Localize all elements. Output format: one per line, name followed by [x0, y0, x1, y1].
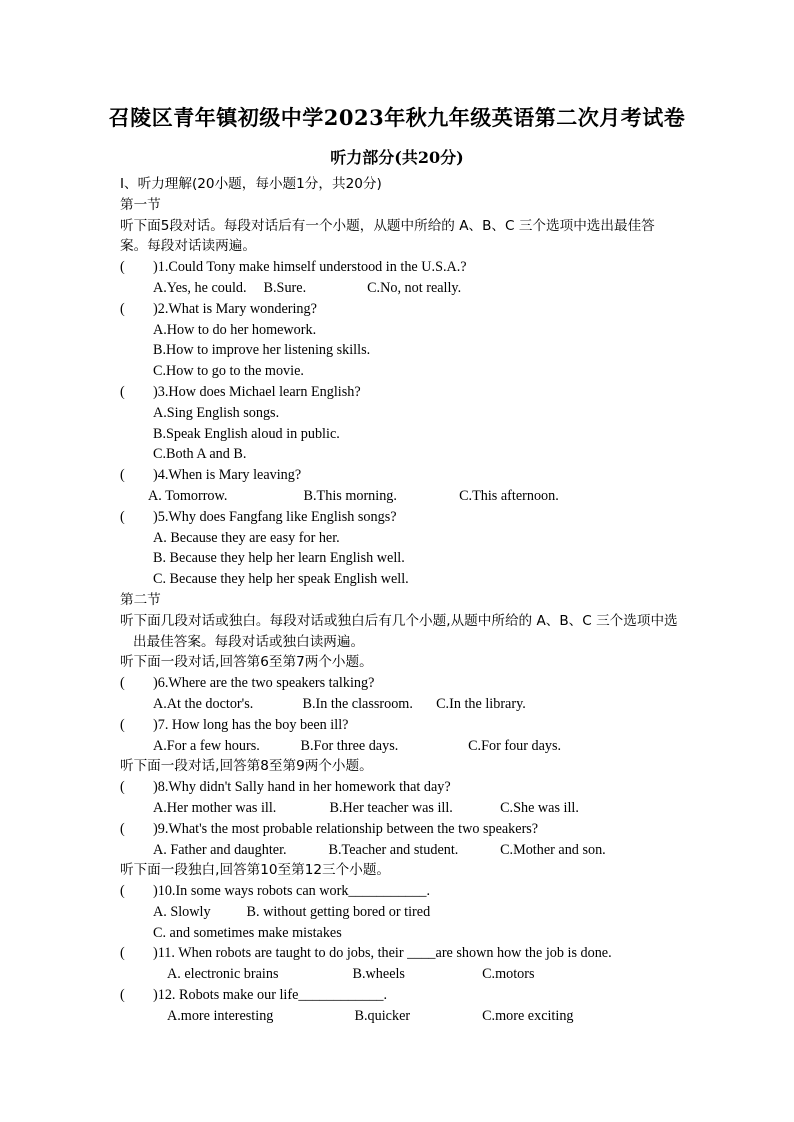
option-c: C. Because they help her speak English well.	[153, 571, 409, 588]
options-row	[120, 902, 680, 923]
question-2	[120, 299, 680, 320]
option-b: B.wheels	[352, 966, 405, 983]
option-c: C.motors	[482, 966, 535, 983]
option-b: B.This morning.	[303, 487, 397, 504]
question-stem: )8.Why didn't Sally hand in her homework that day?	[153, 779, 451, 796]
option-a: A.How to do her homework.	[153, 321, 317, 338]
option-a: A.At the doctor's.	[153, 695, 254, 712]
option-c: C.No, not really.	[367, 279, 462, 296]
question-stem: )9.What's the most probable relationship between the two speakers?	[153, 820, 539, 837]
option-b: B.Teacher and student.	[328, 841, 459, 858]
option-c: C.more exciting	[482, 1007, 574, 1024]
option-b: B. Because they help her learn English well.	[153, 550, 405, 567]
option-a: A. Father and daughter.	[153, 841, 287, 858]
option-b: B.For three days.	[300, 737, 399, 754]
question-10	[120, 881, 680, 902]
option-a: A.more interesting	[167, 1007, 274, 1024]
option-c: C.Mother and son.	[500, 841, 606, 858]
question-9	[120, 819, 680, 840]
listening-section-title: 听力部分(共20分)	[330, 148, 464, 167]
option-a: A.Yes, he could.	[153, 279, 247, 296]
option-c: C.This afternoon.	[459, 487, 559, 504]
option-a: A.Sing English songs.	[153, 404, 280, 421]
question-3	[120, 382, 680, 403]
question-5	[120, 507, 680, 528]
part-label-1: 第一节	[120, 196, 161, 213]
option-b: B.Speak English aloud in public.	[153, 425, 340, 442]
question-stem: )5.Why does Fangfang like English songs?	[153, 508, 397, 525]
dialog-instruction-8-9: 听下面一段对话,回答第8至第9两个小题。	[120, 758, 373, 775]
answer-bracket: (	[120, 467, 125, 484]
option-a: A. electronic brains	[167, 966, 279, 983]
question-stem: )10.In some ways robots can work___________.	[153, 883, 431, 900]
answer-bracket: (	[120, 259, 125, 276]
instruction-1: 听下面5段对话。每段对话后有一个小题，从题中所给的 A、B、C 三个选项中选出最佳答案。每段对话读两遍。	[120, 217, 655, 255]
question-stem: )3.How does Michael learn English?	[153, 383, 361, 400]
question-stem: )2.What is Mary wondering?	[153, 300, 317, 317]
options-row	[120, 486, 680, 507]
answer-bracket: (	[120, 383, 125, 400]
option-a: A.For a few hours.	[153, 737, 260, 754]
options-row	[120, 694, 680, 715]
option-c: C.How to go to the movie.	[153, 363, 304, 380]
option-a: A.Her mother was ill.	[153, 799, 277, 816]
answer-bracket: (	[120, 675, 125, 692]
exam-content	[120, 174, 680, 1027]
option-b: B.quicker	[354, 1007, 411, 1024]
answer-bracket: (	[120, 779, 125, 796]
option-a: A. Slowly	[153, 903, 211, 920]
instruction-2: 听下面几段对话或独白。每段对话或独白后有几个小题,从题中所给的 A、B、C 三个选项中选出最佳答案。每段对话或独白读两遍。	[120, 612, 678, 650]
question-stem: )1.Could Tony make himself understood in the U.S.A.?	[153, 259, 467, 276]
options-row	[120, 840, 680, 861]
question-stem: )4.When is Mary leaving?	[153, 467, 302, 484]
options-row	[120, 736, 680, 757]
answer-bracket: (	[120, 945, 125, 962]
option-a: A. Because they are easy for her.	[153, 529, 340, 546]
monolog-instruction-10-12: 听下面一段独白,回答第10至第12三个小题。	[120, 862, 391, 879]
exam-title: 召陵区青年镇初级中学2023年秋九年级英语第二次月考试卷	[108, 105, 686, 130]
option-b: B.How to improve her listening skills.	[153, 342, 371, 359]
question-4	[120, 465, 680, 486]
option-c: C. and sometimes make mistakes	[153, 924, 342, 941]
dialog-instruction-6-7: 听下面一段对话,回答第6至第7两个小题。	[120, 654, 373, 671]
option-c: C.She was ill.	[500, 799, 579, 816]
option-c: C.Both A and B.	[153, 446, 247, 463]
option-c: C.In the library.	[436, 695, 526, 712]
options-row	[120, 964, 680, 985]
question-stem: )7. How long has the boy been ill?	[153, 716, 349, 733]
question-8	[120, 777, 680, 798]
question-12	[120, 985, 680, 1006]
option-b: B.Sure.	[263, 279, 307, 296]
answer-bracket: (	[120, 883, 125, 900]
question-7	[120, 715, 680, 736]
options-row	[120, 1006, 680, 1027]
option-a: A. Tomorrow.	[148, 487, 228, 504]
answer-bracket: (	[120, 987, 125, 1004]
question-stem: )6.Where are the two speakers talking?	[153, 675, 375, 692]
section-heading: I、听力理解(20小题，每小题1分，共20分)	[120, 176, 382, 192]
options-row	[120, 798, 680, 819]
option-c: C.For four days.	[468, 737, 562, 754]
option-b: B.In the classroom.	[302, 695, 413, 712]
question-stem: )11. When robots are taught to do jobs, their ____are shown how the job is done.	[153, 945, 612, 962]
options-row	[120, 278, 680, 299]
option-b: B.Her teacher was ill.	[329, 799, 453, 816]
part-label-2: 第二节	[120, 591, 161, 608]
answer-bracket: (	[120, 508, 125, 525]
answer-bracket: (	[120, 300, 125, 317]
option-b: B. without getting bored or tired	[246, 903, 431, 920]
question-stem: )12. Robots make our life____________.	[153, 987, 388, 1004]
question-11	[120, 943, 680, 964]
question-6	[120, 673, 680, 694]
answer-bracket: (	[120, 820, 125, 837]
answer-bracket: (	[120, 716, 125, 733]
question-1	[120, 257, 680, 278]
